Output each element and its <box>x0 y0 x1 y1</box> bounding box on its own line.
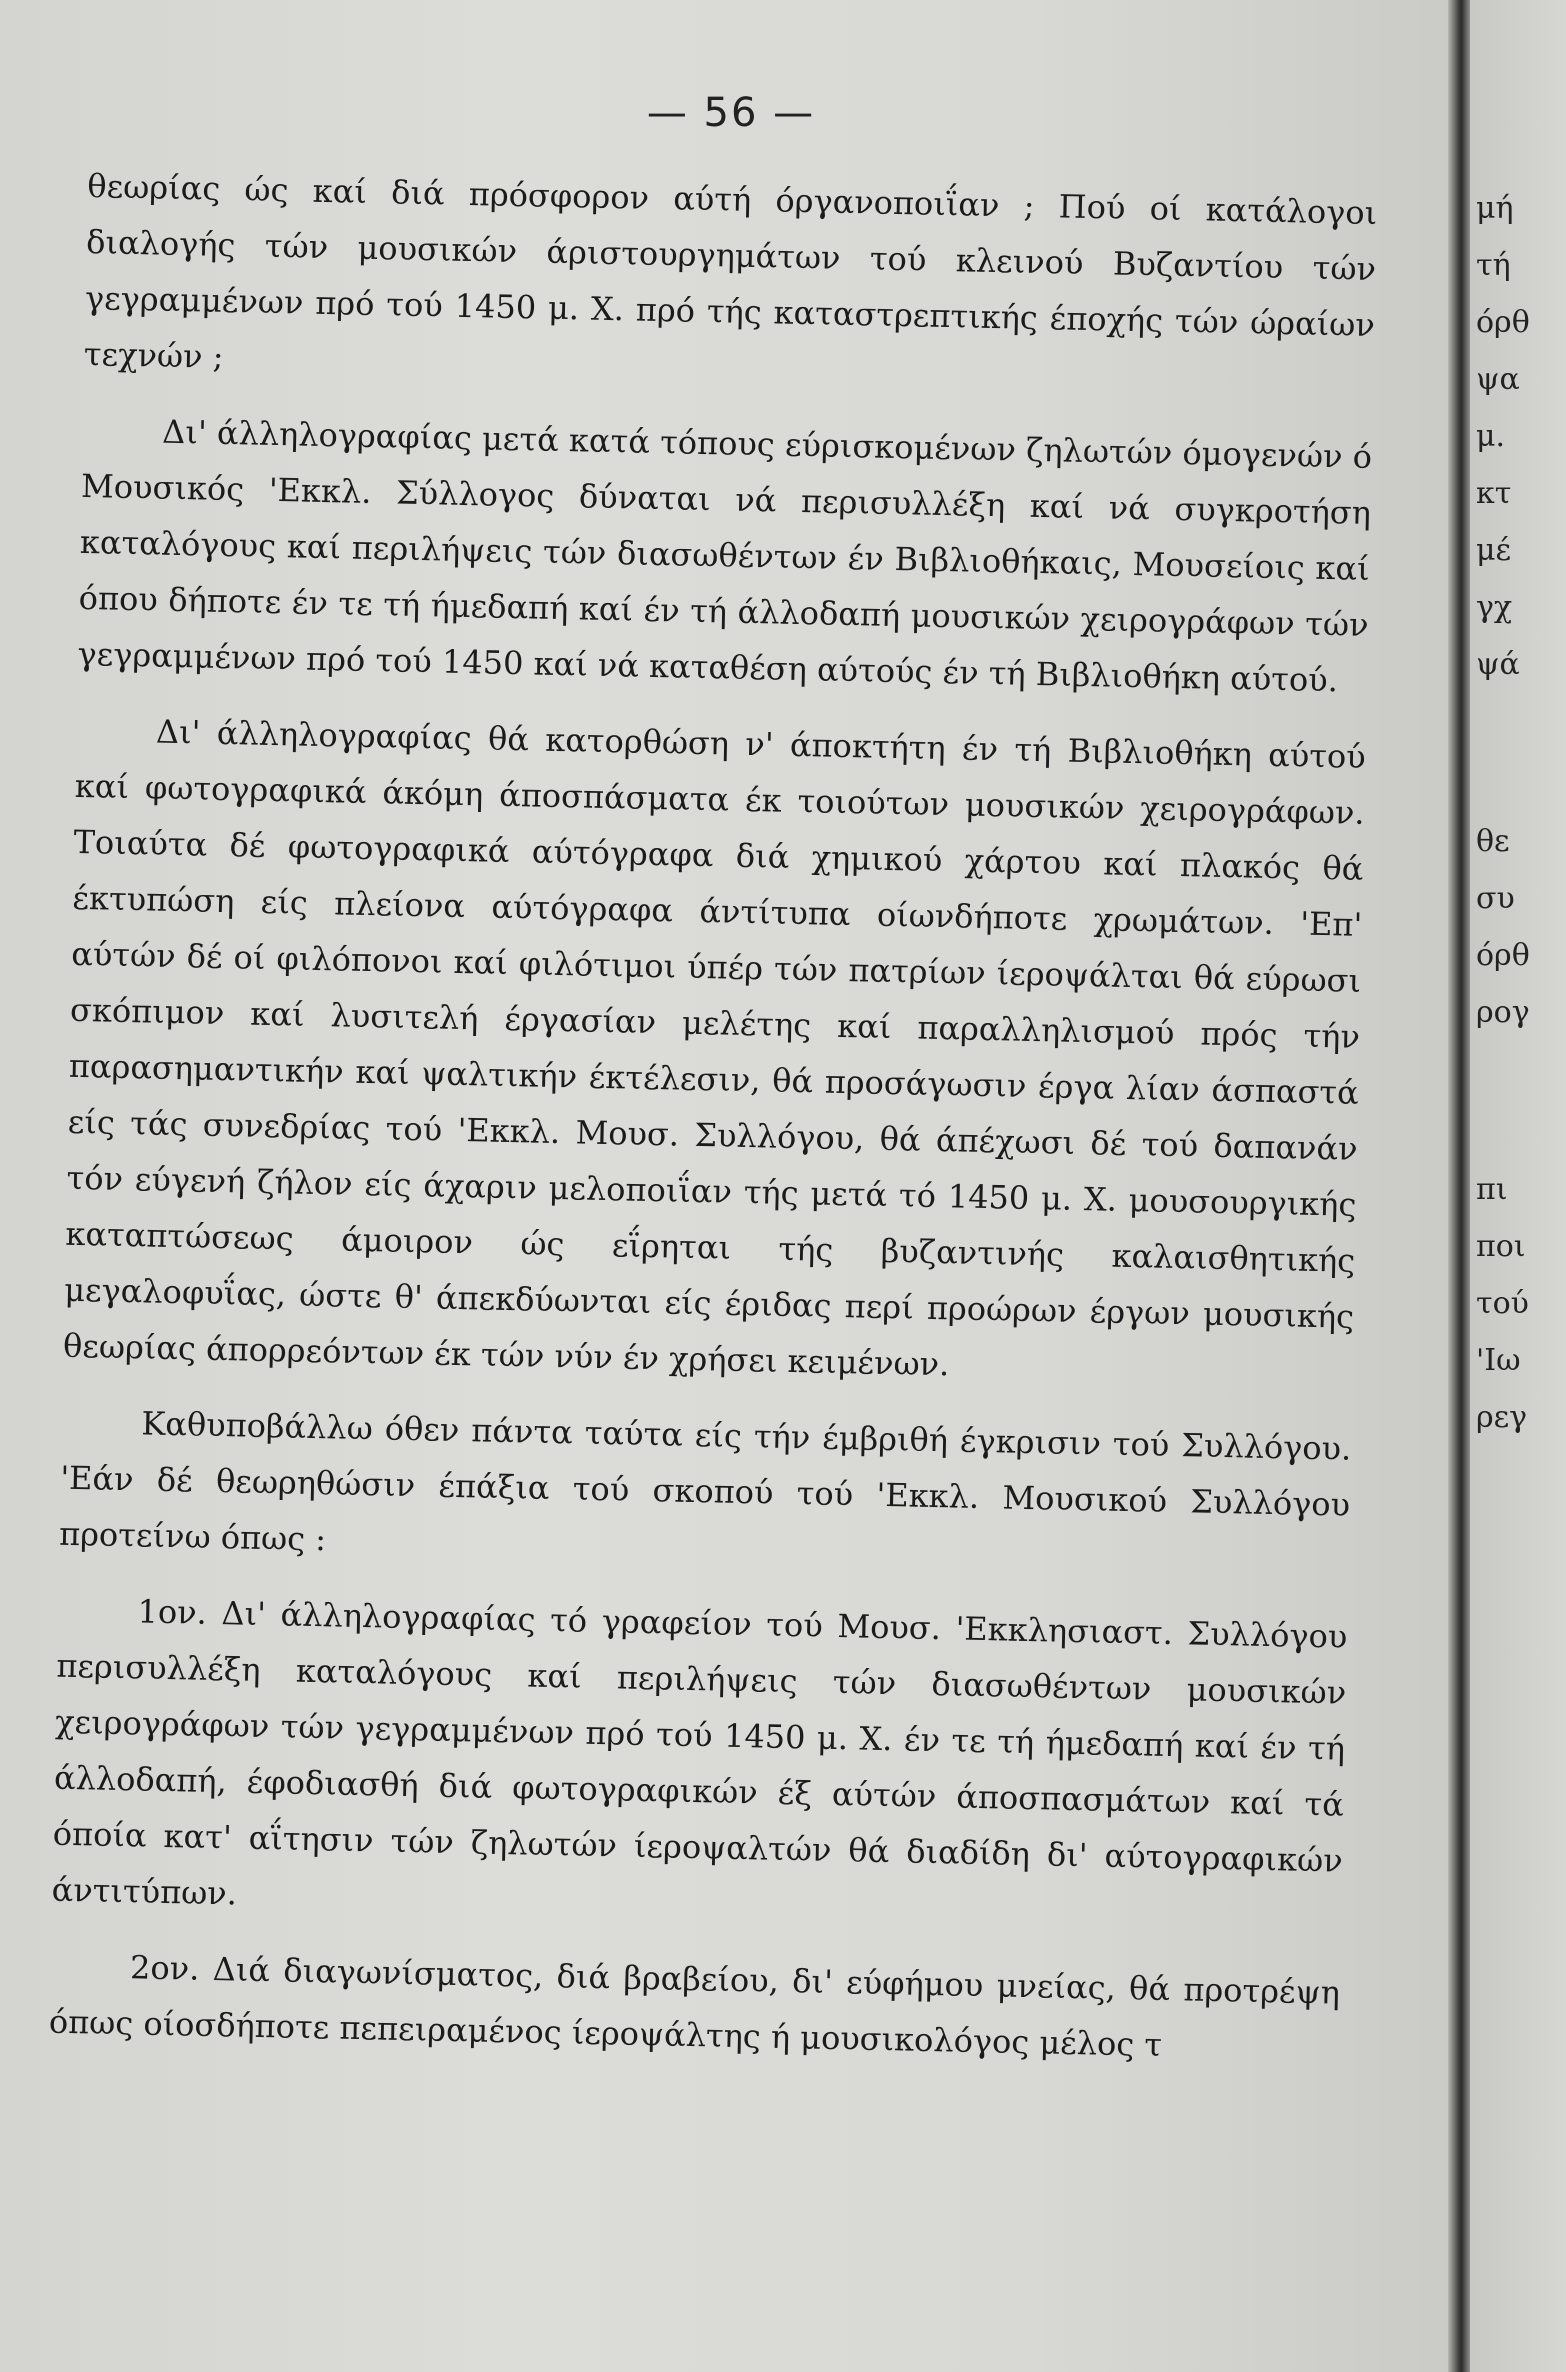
paragraph-2: Δι' άλληλογραφίας μετά κατά τόπους εύρισκομένων ζηλωτών όμογενών ό Μουσικός 'Εκκλ. Σύλλογος δύναται νά περισυλλέξη καί νά συγκροτήση καταλόγους καί περιλήψεις τών διασωθέντων έν Βιβλιοθήκαις, Μουσείοις καί όπου δήποτε έν τε τή ήμεδαπή καί έν τή άλλοδαπή μουσικών χειρογράφων τών γεγραμμένων πρό τού 1450 καί νά καταθέση αύτούς έν τή Βιβλιοθήκη αύτού. <box>77 412 1373 700</box>
fragment-line: όρθ <box>1476 938 1530 973</box>
fragment-line: συ <box>1476 881 1515 916</box>
fragment-line: ψα <box>1476 362 1520 397</box>
fragment-line: ποι <box>1476 1229 1526 1264</box>
fragment-line: μ. <box>1476 419 1506 454</box>
fragment-line: τού <box>1476 1286 1529 1321</box>
fragment-line: ρεγ <box>1476 1400 1528 1435</box>
book-spine-shadow <box>1448 0 1470 2372</box>
fragment-line: τή <box>1476 248 1511 283</box>
fragment-line: ψά <box>1476 647 1520 682</box>
paragraph-6: 2ον. Διά διαγωνίσματος, διά βραβείου, δι' εύφήμου μνείας, θά προτρέψη όπως οίοσδήποτε πεπειραμένος ίεροψάλτης ή μουσικολόγος μέλος τ <box>48 1948 1341 2064</box>
paragraph-3: Δι' άλληλογραφίας θά κατορθώση ν' άποκτήτη έν τή Βιβλιοθήκη αύτού καί φωτογραφικά άκόμη άποσπάσματα έκ τοιούτων μουσικών χειρογράφων. Τοιαύτα δέ φωτογραφικά αύτόγραφα διά χημικού χάρτου καί πλακός θά έκτυπώση είς πλείονα αύτόγραφα άντίτυπα οίωνδήποτε χρωμάτων. 'Επ' αύτών δέ οί φιλόπονοι καί φιλότιμοι ύπέρ τών πατρίων ίεροψάλται θά εύρωσι σκόπιμον καί λυσιτελή έργασίαν μελέτης καί παραλληλισμού πρός τήν παρασημαντικήν καί ψαλτικήν έκτέλεσιν, θά προσάγωσιν έργα λίαν άσπαστά είς τάς συνεδρίας τού 'Εκκλ. Μουσ. Συλλόγου, θά άπέχωσι δέ τού δαπανάν τόν εύγενή ζήλον είς άχαριν μελοποιΐαν τής μετά τό 1450 μ. Χ. μουσουργικής καταπτώσεως άμοιρον ώς εΐρηται τής βυζαντινής καλαισθητικής μεγαλοφυΐας, ώστε θ' άπεκδύωνται είς έριδας περί προώρων έργων μουσικής θεωρίας άπορρεόντων έκ τών νύν έν χρήσει κειμένων. <box>62 712 1367 1384</box>
adjacent-page-fragments <box>1476 180 1530 1446</box>
fragment-line: μέ <box>1476 533 1512 568</box>
fragment-line: πι <box>1476 1172 1508 1207</box>
fragment-line: όρθ <box>1476 305 1530 340</box>
fragment-line: γχ <box>1476 590 1513 625</box>
fragment-line: θε <box>1476 824 1510 859</box>
fragment-line: μή <box>1476 191 1514 226</box>
fragment-line: κτ <box>1476 476 1512 511</box>
adjacent-page-edge <box>1470 0 1566 2372</box>
paragraph-4: Καθυποβάλλω όθεν πάντα ταύτα είς τήν έμβριθή έγκρισιν τού Συλλόγου. 'Εάν δέ θεωρηθώσιν έπάξια τού σκοπού τού 'Εκκλ. Μουσικού Συλλόγου προτείνω όπως : <box>58 1404 1352 1559</box>
paragraph-5: 1ον. Δι' άλληλογραφίας τό γραφείον τού Μουσ. 'Εκκλησιαστ. Συλλόγου περισυλλέξη καταλόγους καί περιλήψεις τών διασωθέντων μουσικών χειρογράφων τών γεγραμμένων πρό τού 1450 μ. Χ. έν τε τή ήμεδαπή καί έν τή άλλοδαπή, έφοδιασθή διά φωτογραφικών έξ αύτών άποσπασμάτων καί τά όποία κατ' αΐτησιν τών ζηλωτών ίεροψαλτών θά διαδίδη δι' αύτογραφικών άντιτύπων. <box>51 1592 1348 1913</box>
paragraph-1: θεωρίας ώς καί διά πρόσφορον αύτή όργανοποιΐαν ; Πού οί κατάλογοι διαλογής τών μουσικών άριστουργημάτων τού κλεινού Βυζαντίου τών γεγραμμένων πρό τού 1450 μ. Χ. πρό τής καταστρεπτικής έποχής τών ώραίων τεχνών ; <box>83 166 1378 376</box>
fragment-line: 'Ιω <box>1476 1343 1521 1378</box>
page-number: — 56 — <box>646 90 816 136</box>
body-text <box>48 158 1378 2097</box>
fragment-line: ρογ <box>1476 995 1530 1030</box>
